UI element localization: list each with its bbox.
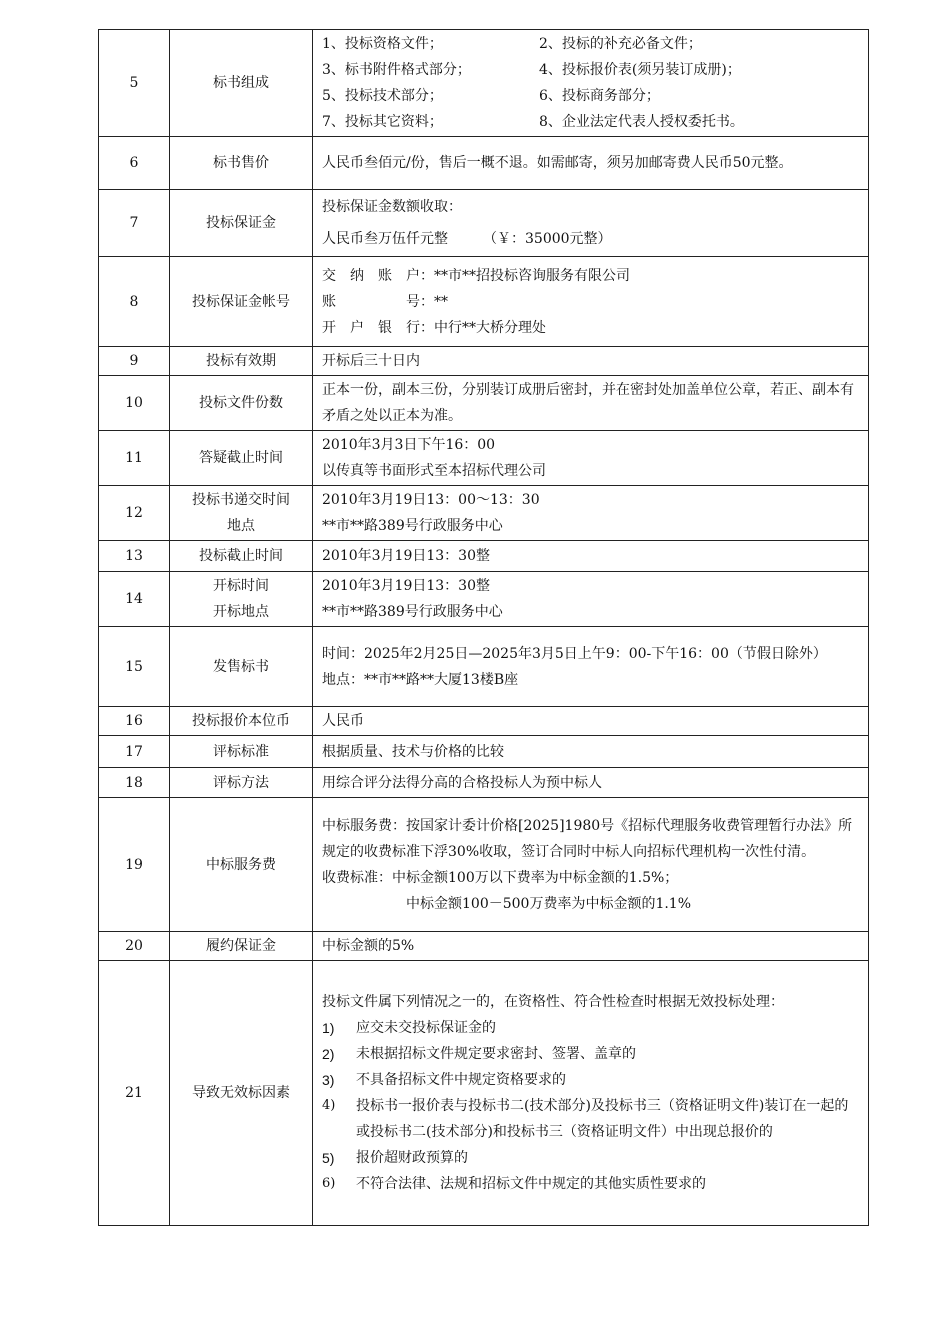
row-item bbox=[170, 486, 313, 541]
list-text: 不具备招标文件中规定资格要求的 bbox=[356, 1072, 566, 1088]
row-number: 9 bbox=[99, 347, 170, 376]
doc-part: 6、投标商务部分； bbox=[539, 88, 660, 104]
row-item: 投标有效期 bbox=[170, 347, 313, 376]
content-line: 2010年3月19日13：30整 bbox=[322, 548, 490, 564]
row-content bbox=[313, 347, 869, 376]
table-row bbox=[99, 137, 869, 190]
content-line: 人民币叁万伍仟元整 （￥：35000元整） bbox=[322, 231, 612, 247]
list-item bbox=[322, 1067, 860, 1093]
row-number: 8 bbox=[99, 257, 170, 347]
content-text: 正本一份，副本三份，分别装订成册后密封，并在密封处加盖单位公章，若正、副本有矛盾之处以正本为准。 bbox=[322, 382, 854, 424]
row-item: 评标标准 bbox=[170, 736, 313, 768]
row-content bbox=[313, 376, 869, 431]
content-line: 2010年3月3日下午16：00 bbox=[322, 437, 496, 453]
table-row bbox=[99, 431, 869, 486]
list-item bbox=[322, 1145, 860, 1171]
row-item: 投标保证金帐号 bbox=[170, 257, 313, 347]
content-line: 交 纳 账 户：**市**招投标咨询服务有限公司 bbox=[322, 267, 630, 284]
content-line: **市**路389号行政服务中心 bbox=[322, 604, 503, 620]
doc-part: 4、投标报价表(须另装订成册)； bbox=[539, 62, 741, 78]
table-row bbox=[99, 707, 869, 736]
table-row bbox=[99, 932, 869, 961]
item-line: 开标地点 bbox=[213, 604, 269, 620]
row-item bbox=[170, 572, 313, 627]
row-content bbox=[313, 627, 869, 707]
list-marker: 5) bbox=[322, 1150, 335, 1166]
content-line: 中标金额的5% bbox=[322, 938, 415, 954]
row-number: 14 bbox=[99, 572, 170, 627]
content-text: 投标文件属下列情况之一的，在资格性、符合性检查时根据无效投标处理： bbox=[322, 994, 784, 1010]
content-line: **市**路389号行政服务中心 bbox=[322, 518, 503, 534]
row-item: 投标文件份数 bbox=[170, 376, 313, 431]
row-content bbox=[313, 961, 869, 1226]
row-number: 6 bbox=[99, 137, 170, 190]
row-item: 导致无效标因素 bbox=[170, 961, 313, 1226]
table-row bbox=[99, 347, 869, 376]
table-row bbox=[99, 190, 869, 257]
doc-part: 8、企业法定代表人授权委托书。 bbox=[539, 114, 744, 130]
table-row bbox=[99, 376, 869, 431]
row-number: 5 bbox=[99, 30, 170, 137]
row-number: 13 bbox=[99, 541, 170, 572]
content-line: 收费标准：中标金额100万以下费率为中标金额的1.5%； bbox=[322, 869, 679, 886]
content-text: 时间：2025年2月25日—2025年3月5日上午9：00-下午16：00（节假日除外） bbox=[322, 645, 827, 662]
list-text: 投标书一报价表与投标书二(技术部分)及投标书三（资格证明文件)装订在一起的或投标书二(技术部分)和投标书三（资格证明文件）中出现总报价的 bbox=[356, 1098, 849, 1140]
list-marker: 1) bbox=[322, 1020, 335, 1036]
row-content bbox=[313, 798, 869, 932]
row-number: 20 bbox=[99, 932, 170, 961]
doc-part: 1、投标资格文件； bbox=[322, 36, 443, 52]
row-content bbox=[313, 572, 869, 627]
content-line: 2010年3月19日13：30整 bbox=[322, 578, 490, 594]
list-item bbox=[322, 1171, 860, 1197]
row-item: 标书组成 bbox=[170, 30, 313, 137]
list-text: 不符合法律、法规和招标文件中规定的其他实质性要求的 bbox=[356, 1176, 706, 1192]
content-line: 投标保证金数额收取： bbox=[322, 199, 462, 215]
content-line: 开标后三十日内 bbox=[322, 353, 420, 369]
row-content bbox=[313, 190, 869, 257]
list-marker: 3) bbox=[322, 1072, 335, 1088]
row-item: 投标保证金 bbox=[170, 190, 313, 257]
row-content bbox=[313, 932, 869, 961]
table-row bbox=[99, 736, 869, 768]
table-row bbox=[99, 486, 869, 541]
row-content bbox=[313, 541, 869, 572]
content-line: 中标金额100－500万费率为中标金额的1.1% bbox=[406, 895, 692, 912]
row-number: 19 bbox=[99, 798, 170, 932]
list-item bbox=[322, 1093, 860, 1145]
row-content bbox=[313, 137, 869, 190]
content-line: 人民币 bbox=[322, 713, 364, 729]
content-line: 地点：**市**路**大厦13楼B座 bbox=[322, 671, 519, 688]
row-number: 17 bbox=[99, 736, 170, 768]
row-item: 发售标书 bbox=[170, 627, 313, 707]
row-item: 评标方法 bbox=[170, 768, 313, 798]
row-number: 10 bbox=[99, 376, 170, 431]
row-number: 11 bbox=[99, 431, 170, 486]
content-line: 根据质量、技术与价格的比较 bbox=[322, 743, 504, 760]
content-text: 人民币叁佰元/份，售后一概不退。如需邮寄，须另加邮寄费人民币50元整。 bbox=[322, 155, 793, 171]
list-text: 未根据招标文件规定要求密封、签署、盖章的 bbox=[356, 1046, 636, 1062]
row-item: 答疑截止时间 bbox=[170, 431, 313, 486]
row-content bbox=[313, 257, 869, 347]
row-content bbox=[313, 707, 869, 736]
row-number: 7 bbox=[99, 190, 170, 257]
doc-part: 5、投标技术部分； bbox=[322, 88, 443, 104]
content-line: 2010年3月19日13：00～13：30 bbox=[322, 492, 540, 508]
row-number: 21 bbox=[99, 961, 170, 1226]
table-row bbox=[99, 257, 869, 347]
content-line: 账 号：** bbox=[322, 293, 448, 310]
list-marker: 2) bbox=[322, 1046, 335, 1062]
row-content bbox=[313, 30, 869, 137]
row-content bbox=[313, 431, 869, 486]
row-number: 12 bbox=[99, 486, 170, 541]
row-number: 18 bbox=[99, 768, 170, 798]
content-text: 中标服务费：按国家计委计价格[2025]1980号《招标代理服务收费管理暂行办法》所规定的收费标准下浮30%收取，签订合同时中标人向招标代理机构一次性付清。 bbox=[322, 817, 853, 860]
row-item: 标书售价 bbox=[170, 137, 313, 190]
list-text: 报价超财政预算的 bbox=[356, 1150, 468, 1166]
row-item: 中标服务费 bbox=[170, 798, 313, 932]
list-text: 应交未交投标保证金的 bbox=[356, 1020, 496, 1036]
row-content bbox=[313, 736, 869, 768]
table-row bbox=[99, 961, 869, 1226]
row-number: 15 bbox=[99, 627, 170, 707]
table-row bbox=[99, 541, 869, 572]
row-number: 16 bbox=[99, 707, 170, 736]
content-line: 以传真等书面形式至本招标代理公司 bbox=[322, 463, 546, 479]
tender-info-table bbox=[98, 29, 869, 1226]
list-item bbox=[322, 1041, 860, 1067]
doc-part: 3、标书附件格式部分； bbox=[322, 62, 471, 78]
item-line: 开标时间 bbox=[213, 578, 269, 594]
doc-part: 2、投标的补充必备文件； bbox=[539, 36, 702, 52]
list-item bbox=[322, 1015, 860, 1041]
content-line: 用综合评分法得分高的合格投标人为预中标人 bbox=[322, 774, 602, 791]
item-line: 投标书递交时间 bbox=[192, 492, 290, 508]
doc-part: 7、投标其它资料； bbox=[322, 114, 443, 130]
table-row bbox=[99, 572, 869, 627]
table-row bbox=[99, 627, 869, 707]
content-line: 开 户 银 行：中行**大桥分理处 bbox=[322, 319, 546, 336]
table-row bbox=[99, 798, 869, 932]
row-item: 投标报价本位币 bbox=[170, 707, 313, 736]
row-item: 投标截止时间 bbox=[170, 541, 313, 572]
table-row bbox=[99, 30, 869, 137]
item-line: 地点 bbox=[227, 518, 255, 534]
row-item: 履约保证金 bbox=[170, 932, 313, 961]
list-marker: 4) bbox=[322, 1098, 336, 1113]
table-row bbox=[99, 768, 869, 798]
row-content bbox=[313, 486, 869, 541]
row-content bbox=[313, 768, 869, 798]
list-marker: 6) bbox=[322, 1176, 336, 1191]
